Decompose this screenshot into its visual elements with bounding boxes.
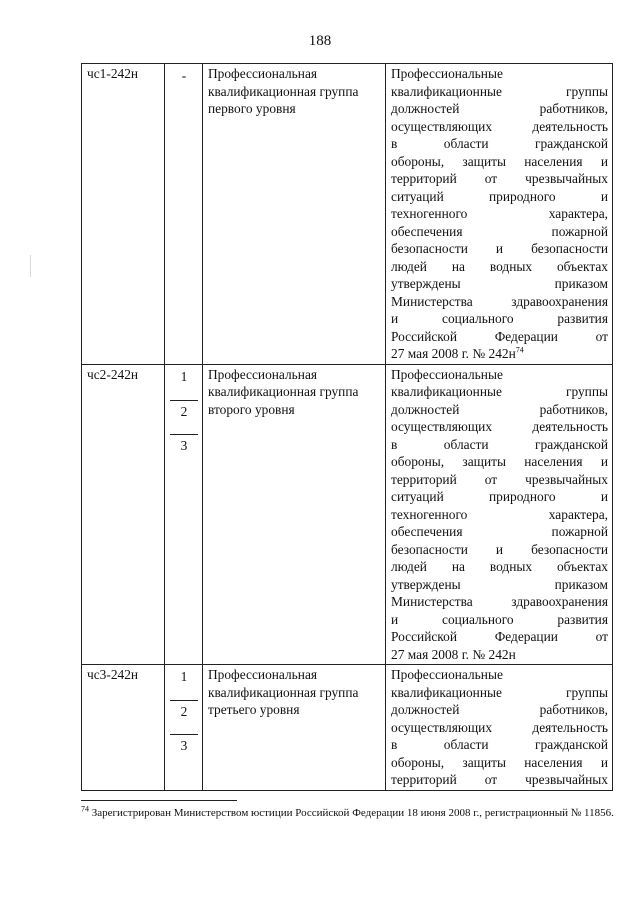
description-line: обеспечения пожарной <box>391 223 608 239</box>
description-line: должностей работников, <box>391 101 608 116</box>
description-line: в области гражданской <box>391 436 608 452</box>
code-cell: чс1-242н <box>82 64 165 365</box>
description-line: Российской Федерации от <box>391 629 608 644</box>
level-cell <box>165 665 203 791</box>
description-line: техногенного характера, <box>391 506 608 522</box>
description-line: должностей работников, <box>391 702 608 717</box>
code-cell: чс3-242н <box>82 665 165 791</box>
description-line: обеспечения пожарной <box>391 524 608 539</box>
group-cell: Профессиональная квалификационная группа второго уровня <box>203 364 386 665</box>
footnote-text: Зарегистрирован Министерством юстиции Российской Федерации 18 июня 2008 г., регистрационный № 11856. <box>91 807 614 819</box>
scan-artifact <box>30 255 31 277</box>
description-line: квалификационные группы <box>391 83 608 99</box>
description-line: Российской Федерации от <box>391 328 608 344</box>
group-cell: Профессиональная квалификационная группа первого уровня <box>203 64 386 365</box>
level-value: 1 <box>180 669 188 684</box>
description-line: 27 мая 2008 г. № 242н <box>391 346 516 361</box>
table-row <box>82 64 613 365</box>
description-line: территорий от чрезвычайных <box>391 471 608 487</box>
page-number: 188 <box>308 33 332 49</box>
qualification-groups-table <box>81 63 613 791</box>
description-line: утверждены приказом <box>391 576 608 592</box>
level-value: 3 <box>170 734 198 768</box>
description-cell <box>386 64 613 365</box>
description-line: людей на водных объектах <box>391 258 608 274</box>
description-line: и социального развития <box>391 611 608 627</box>
footnote-divider <box>81 800 237 801</box>
code-cell: чс2-242н <box>82 364 165 665</box>
description-line: Профессиональные <box>391 366 503 382</box>
description-cell <box>386 665 613 791</box>
description-line: осуществляющих деятельность <box>391 419 608 434</box>
description-line: и социального развития <box>391 311 608 326</box>
description-line-last <box>391 345 608 363</box>
description-line: безопасности и безопасности <box>391 541 608 557</box>
description-line: осуществляющих деятельность <box>391 719 608 735</box>
description-line: территорий от чрезвычайных <box>391 171 608 186</box>
description-line: ситуаций природного и <box>391 188 608 204</box>
level-value: 1 <box>180 368 188 384</box>
description-line: Министерства здравоохранения <box>391 293 608 309</box>
description-line: Министерства здравоохранения <box>391 594 608 609</box>
description-line: обороны, защиты населения и <box>391 153 608 169</box>
description-line: людей на водных объектах <box>391 559 608 574</box>
description-line: территорий от чрезвычайных <box>391 772 608 787</box>
level-cell <box>165 364 203 665</box>
footnote-marker: 74 <box>81 804 89 814</box>
description-line: квалификационные группы <box>391 384 608 399</box>
level-value: 2 <box>170 700 198 734</box>
description-line: квалификационные группы <box>391 684 608 700</box>
level-cell <box>165 64 203 365</box>
description-line: в области гражданской <box>391 737 608 752</box>
description-line: Профессиональные <box>391 667 503 682</box>
table-row <box>82 364 613 665</box>
description-line: утверждены приказом <box>391 276 608 291</box>
level-value: 2 <box>170 400 198 434</box>
description-line: в области гражданской <box>391 136 608 151</box>
table-row <box>82 665 613 791</box>
description-line: Профессиональные <box>391 66 503 81</box>
description-line: техногенного характера, <box>391 206 608 221</box>
footnote <box>81 806 616 821</box>
description-line: осуществляющих деятельность <box>391 118 608 134</box>
description-line: должностей работников, <box>391 401 608 417</box>
footnote-ref: 74 <box>515 345 524 355</box>
level-value: 3 <box>170 434 198 468</box>
description-line: обороны, защиты населения и <box>391 754 608 770</box>
description-line: безопасности и безопасности <box>391 241 608 256</box>
group-cell: Профессиональная квалификационная группа третьего уровня <box>203 665 386 791</box>
description-line: ситуаций природного и <box>391 489 608 504</box>
description-line: обороны, защиты населения и <box>391 454 608 469</box>
level-value: - <box>181 68 187 83</box>
description-line: 27 мая 2008 г. № 242н <box>391 646 516 662</box>
description-cell <box>386 364 613 665</box>
